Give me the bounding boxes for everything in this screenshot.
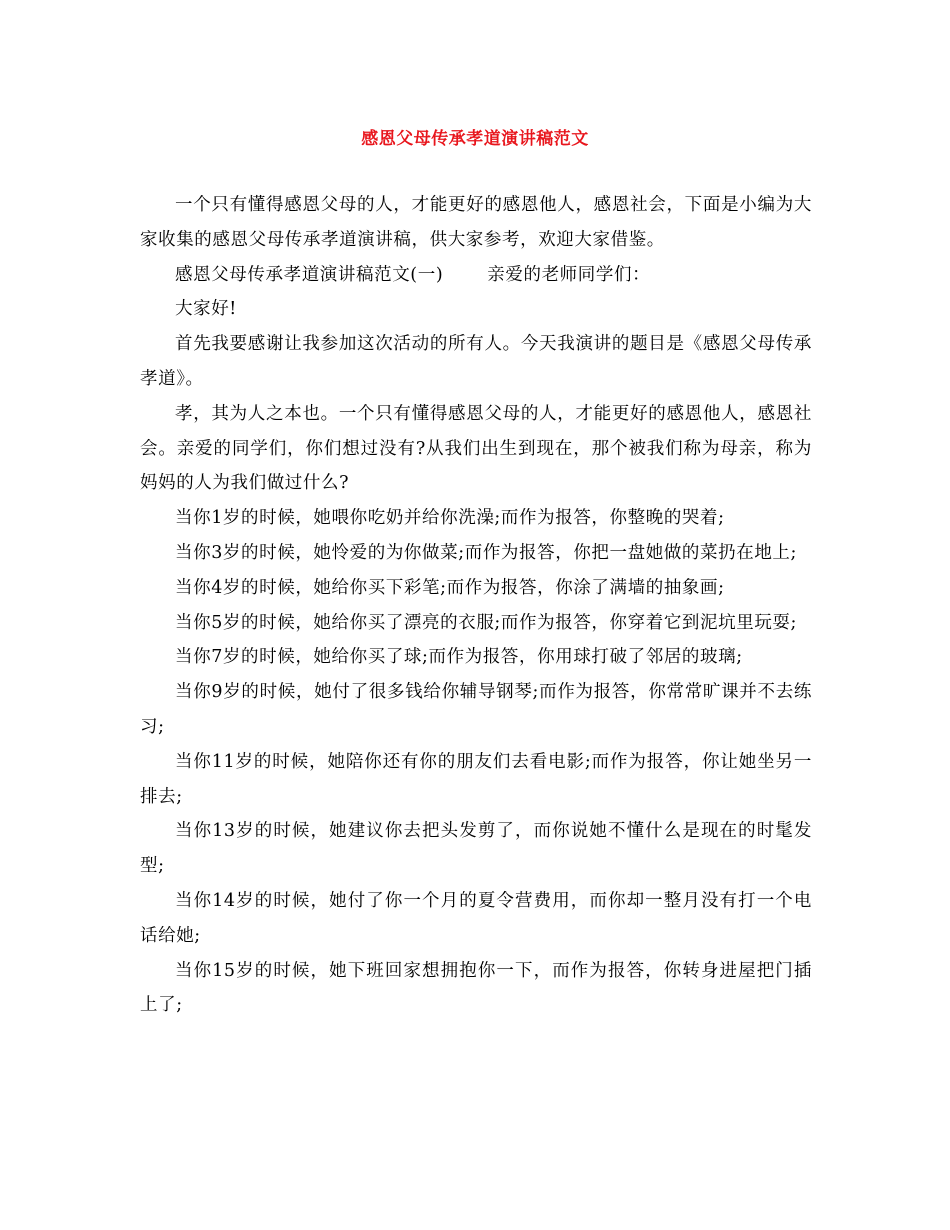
document-title: 感恩父母传承孝道演讲稿范文 — [361, 129, 589, 149]
section-heading-line — [140, 258, 812, 293]
paragraph-age-5: 当你5岁的时候，她给你买了漂亮的衣服;而作为报答，你穿着它到泥坑里玩耍; — [175, 612, 798, 633]
paragraph-age-15: 当你15岁的时候，她下班回家想拥抱你一下，而作为报答，你转身进屋把门插上了; — [140, 960, 812, 1016]
paragraph-age-1: 当你1岁的时候，她喂你吃奶并给你洗澡;而作为报答，你整晚的哭着; — [175, 508, 725, 529]
section-heading: 感恩父母传承孝道演讲稿范文(一) — [175, 264, 444, 285]
paragraph-greeting: 大家好! — [175, 299, 237, 320]
salutation: 亲爱的老师同学们： — [487, 264, 651, 285]
paragraph-thanks: 首先我要感谢让我参加这次活动的所有人。今天我演讲的题目是《感恩父母传承孝道》。 — [140, 334, 812, 389]
paragraph-filial: 孝，其为人之本也。一个只有懂得感恩父母的人，才能更好的感恩他人，感恩社会。亲爱的同学们，你们想过没有?从我们出生到现在，那个被我们称为母亲，称为妈妈的人为我们做过什么? — [140, 403, 812, 494]
paragraph-age-3: 当你3岁的时候，她怜爱的为你做菜;而作为报答，你把一盘她做的菜扔在地上; — [175, 542, 798, 563]
paragraph-age-4: 当你4岁的时候，她给你买下彩笔;而作为报答，你涂了满墙的抽象画; — [175, 577, 725, 598]
paragraph-age-9: 当你9岁的时候，她付了很多钱给你辅导钢琴;而作为报答，你常常旷课并不去练习; — [140, 682, 812, 737]
intro-paragraph: 一个只有懂得感恩父母的人，才能更好的感恩他人，感恩社会，下面是小编为大家收集的感恩父母传承孝道演讲稿，供大家参考，欢迎大家借鉴。 — [140, 195, 812, 250]
paragraph-age-11: 当你11岁的时候，她陪你还有你的朋友们去看电影;而作为报答，你让她坐另一排去; — [140, 751, 812, 807]
document-body — [140, 188, 812, 1023]
paragraph-age-7: 当你7岁的时候，她给你买了球;而作为报答，你用球打破了邻居的玻璃; — [175, 647, 743, 668]
paragraph-age-14: 当你14岁的时候，她付了你一个月的夏令营费用，而你却一整月没有打一个电话给她; — [140, 890, 812, 946]
paragraph-age-13: 当你13岁的时候，她建议你去把头发剪了，而你说她不懂什么是现在的时髦发型; — [140, 821, 812, 877]
